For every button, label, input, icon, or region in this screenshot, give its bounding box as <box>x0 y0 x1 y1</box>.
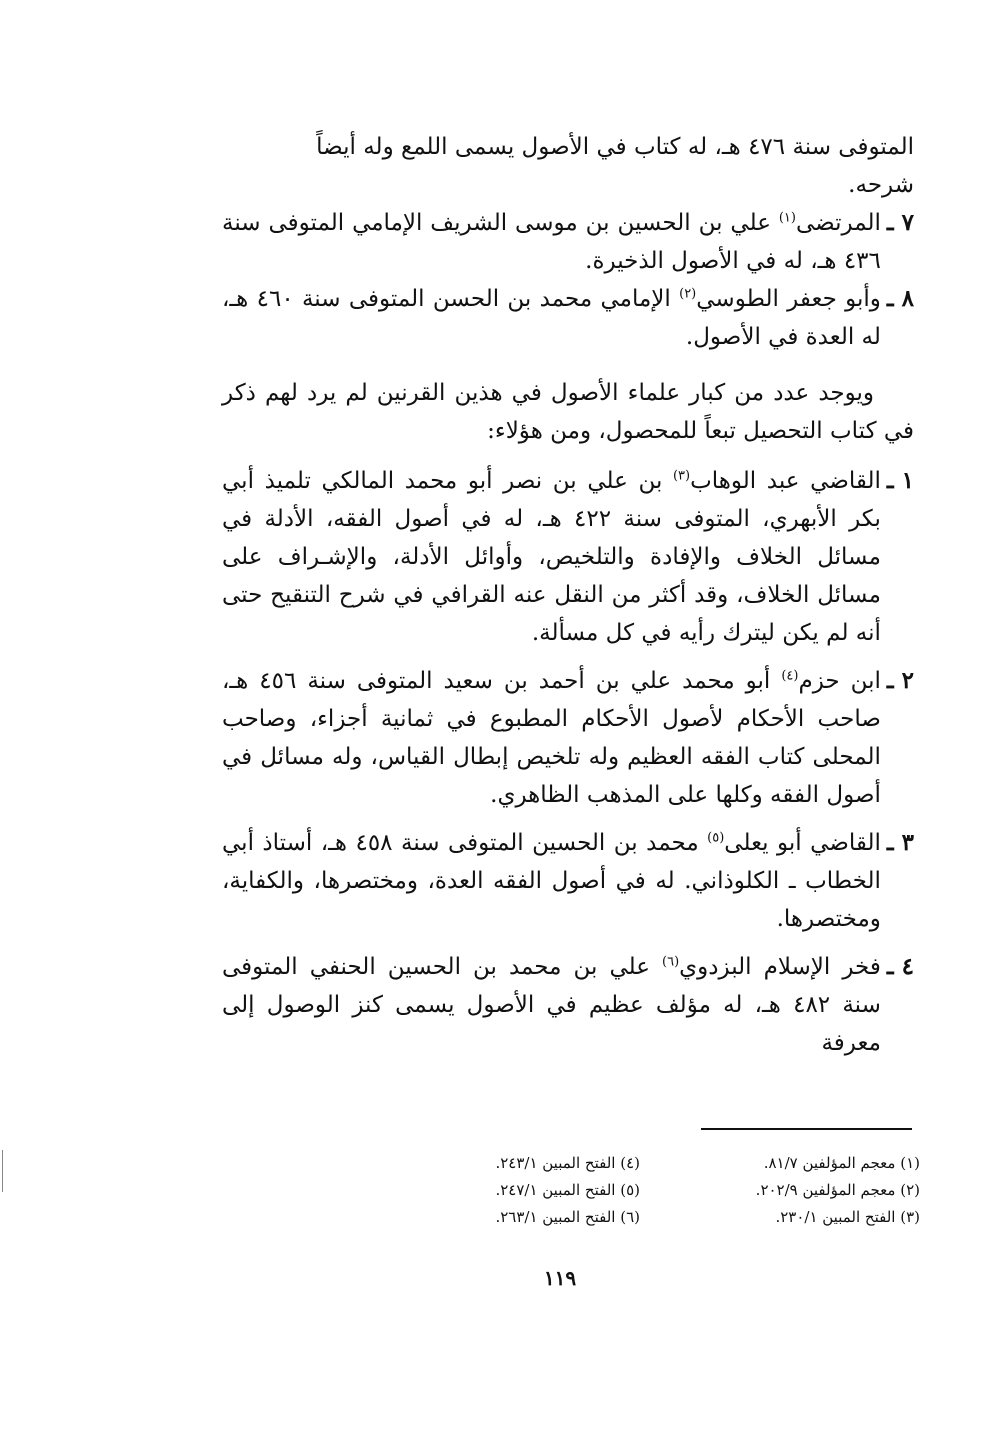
main-text <box>222 128 914 1062</box>
footnote-ref: (٤) <box>781 668 799 684</box>
item-name: القاضي أبو يعلى <box>724 830 881 856</box>
scan-edge-mark <box>2 1150 3 1192</box>
footnote-5: (٥) الفتح المبين ٢٤٧/١. <box>495 1181 640 1199</box>
footnote-2: (٢) معجم المؤلفين ٢٠٢/٩. <box>755 1181 920 1199</box>
list-item-3 <box>222 824 914 938</box>
item-description: علي بن الحسين بن موسى الشريف الإمامي المتوفى سنة ٤٣٦ هـ، له في الأصول الذخيرة. <box>222 210 881 274</box>
footnote-ref: (١) <box>778 210 796 226</box>
item-name: المرتضى <box>795 210 881 236</box>
intro-paragraph: ويوجد عدد من كبار علماء الأصول في هذين القرنين لم يرد لهم ذكر في كتاب التحصيل تبعاً للمحصول، ومن هؤلاء: <box>222 380 914 444</box>
list-item-1 <box>222 462 914 652</box>
footnote-ref: (٢) <box>679 286 697 302</box>
item-number: ٨ ـ <box>886 285 914 312</box>
item-text <box>222 948 881 1062</box>
continuation-line-1: المتوفى سنة ٤٧٦ هـ، له كتاب في الأصول يسمى اللمع وله أيضاً <box>316 134 914 160</box>
footnote-1: (١) معجم المؤلفين ٨١/٧. <box>763 1154 920 1172</box>
item-text <box>222 280 881 356</box>
item-name: ابن حزم <box>798 668 881 694</box>
item-description: الإمامي محمد بن الحسن المتوفى سنة ٤٦٠ هـ، له العدة في الأصول. <box>222 286 881 350</box>
item-description: علي بن محمد بن الحسين الحنفي المتوفى سنة ٤٨٢ هـ، له مؤلف عظيم في الأصول يسمى كنز الوصول إلى معرفة <box>222 954 881 1056</box>
list-item-4 <box>222 948 914 1062</box>
item-text <box>222 204 881 280</box>
item-number: ٧ ـ <box>886 209 914 236</box>
footnote-6: (٦) الفتح المبين ٢٦٣/١. <box>495 1208 640 1226</box>
item-text <box>222 462 881 652</box>
footnotes-column-right <box>640 1150 920 1231</box>
footnotes <box>360 1150 920 1231</box>
item-text <box>222 662 881 814</box>
continuation-line-2: شرحه. <box>848 172 914 198</box>
footnote-divider <box>701 1128 912 1130</box>
item-number: ٢ ـ <box>886 667 914 694</box>
footnote-ref: (٣) <box>672 468 691 484</box>
item-number: ٤ ـ <box>886 953 914 980</box>
item-name: فخر الإسلام البزدوي <box>679 954 881 980</box>
item-number: ١ ـ <box>886 467 914 494</box>
item-text <box>222 824 881 938</box>
list-item-8 <box>222 280 914 356</box>
page-number: ١١٩ <box>543 1266 577 1290</box>
footnotes-column-left <box>360 1150 640 1231</box>
item-description: أبو محمد علي بن أحمد بن سعيد المتوفى سنة ٤٥٦ هـ، صاحب الأحكام لأصول الأحكام المطبوع في ثمانية أجزاء، وصاحب المحلى كتاب الفقه العظيم وله تلخيص إبطال القياس، وله مسائل في أصول الفقه وكلها على المذهب الظاهري. <box>222 668 881 808</box>
list-item-7 <box>222 204 914 280</box>
item-name: القاضي عبد الوهاب <box>690 468 881 494</box>
item-description: محمد بن الحسين المتوفى سنة ٤٥٨ هـ، أستاذ أبي الخطاب ـ الكلوذاني. له في أصول الفقه العدة، ومختصرها، والكفاية، ومختصرها. <box>222 830 881 932</box>
item-name: وأبو جعفر الطوسي <box>696 286 881 312</box>
footnote-ref: (٥) <box>707 830 725 846</box>
footnote-4: (٤) الفتح المبين ٢٤٣/١. <box>495 1154 640 1172</box>
item-number: ٣ ـ <box>886 829 914 856</box>
item-description: بن علي بن نصر أبو محمد المالكي تلميذ أبي بكر الأبهري، المتوفى سنة ٤٢٢ هـ، له في أصول الفقه، الأدلة في مسائل الخلاف والإفادة والتلخيص، وأوائل الأدلة، والإشـراف على مسائل الخلاف، وقد أكثر من النقل عنه القرافي في شرح التنقيح حتى أنه لم يكن ليترك رأيه في كل مسألة. <box>222 468 881 646</box>
footnote-3: (٣) الفتح المبين ٢٣٠/١. <box>775 1208 920 1226</box>
footnote-ref: (٦) <box>662 954 680 970</box>
list-item-2 <box>222 662 914 814</box>
